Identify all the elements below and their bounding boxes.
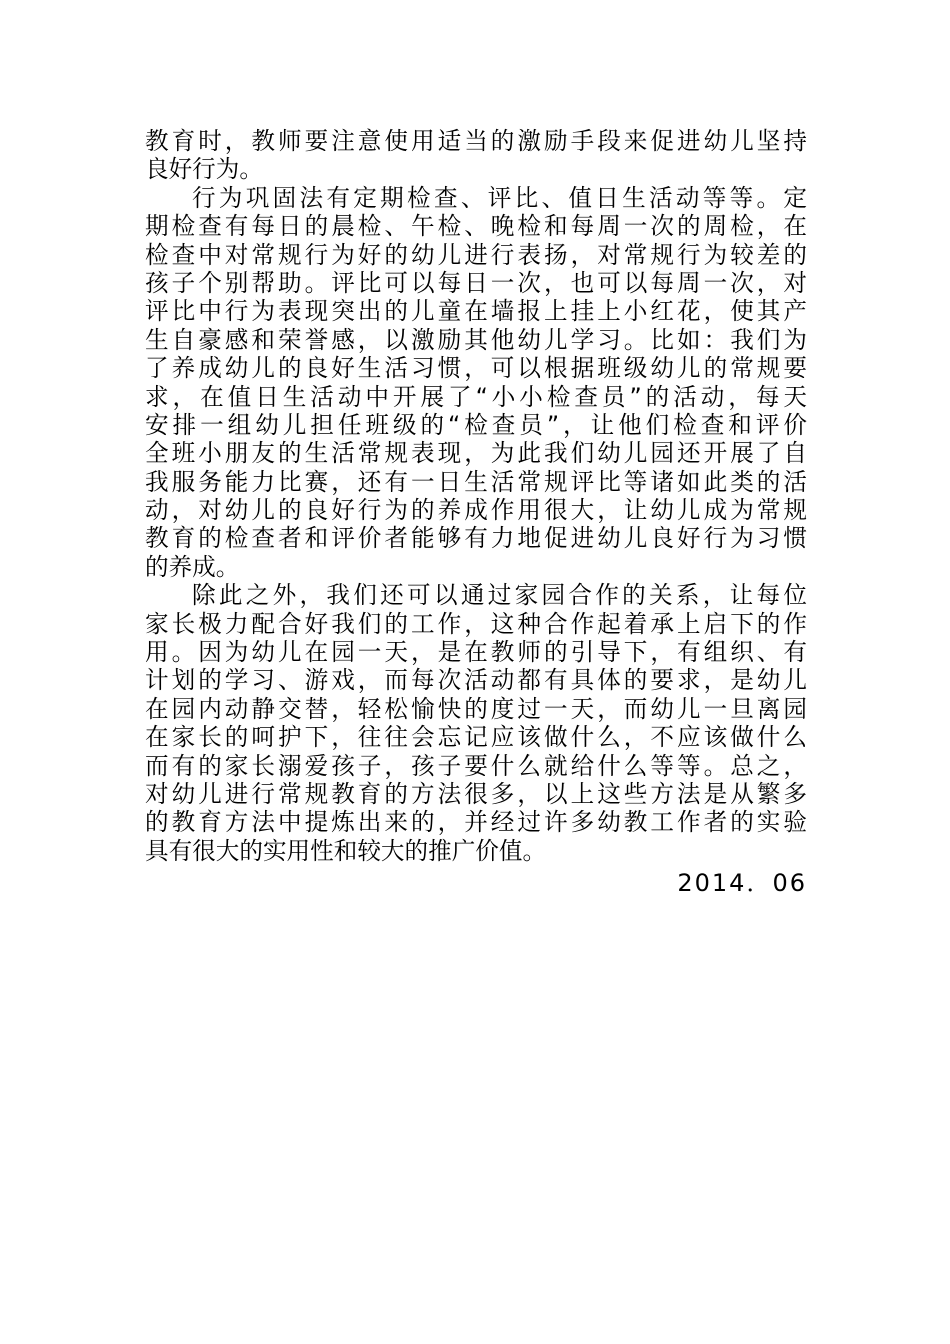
paragraph-line: 求，在值日生活动中开展了“小小检查员”的活动，每天 [145,382,807,411]
paragraph-line: 评比中行为表现突出的儿童在墙报上挂上小红花，使其产 [145,297,807,326]
paragraph-line: 行为巩固法有定期检查、评比、值日生活动等等。定 [192,183,807,212]
paragraph-line: 的养成。 [145,552,240,581]
paragraph-line: 生自豪感和荣誉感，以激励其他幼儿学习。比如：我们为 [145,325,807,354]
document-body [145,127,807,899]
paragraph-line: 良好行为。 [145,155,263,184]
paragraph-line: 对幼儿进行常规教育的方法很多，以上这些方法是从繁多 [145,779,807,808]
paragraph-line: 教育的检查者和评价者能够有力地促进幼儿良好行为习惯 [145,524,807,553]
paragraph-3 [145,581,807,865]
paragraph-line: 教育时，教师要注意使用适当的激励手段来促进幼儿坚持 [145,127,807,155]
paragraph-line: 家长极力配合好我们的工作，这种合作起着承上启下的作 [145,609,807,638]
paragraph-line: 了养成幼儿的良好生活习惯，可以根据班级幼儿的常规要 [145,354,807,383]
paragraph-line: 除此之外，我们还可以通过家园合作的关系，让每位 [192,581,807,610]
paragraph-line: 检查中对常规行为好的幼儿进行表扬，对常规行为较差的 [145,240,807,269]
paragraph-line: 我服务能力比赛，还有一日生活常规评比等诸如此类的活 [145,467,807,496]
paragraph-line: 孩子个别帮助。评比可以每日一次，也可以每周一次，对 [145,268,807,297]
paragraph-line: 用。因为幼儿在园一天，是在教师的引导下，有组织、有 [145,638,807,667]
document-date: 2014．06 [677,869,807,898]
paragraph-line: 的教育方法中提炼出来的，并经过许多幼教工作者的实验 [145,808,807,837]
paragraph-line: 动，对幼儿的良好行为的养成作用很大，让幼儿成为常规 [145,496,807,525]
paragraph-line: 期检查有每日的晨检、午检、晚检和每周一次的周检，在 [145,212,807,241]
paragraph-line: 全班小朋友的生活常规表现，为此我们幼儿园还开展了自 [145,439,807,468]
paragraph-line: 而有的家长溺爱孩子，孩子要什么就给什么等等。总之， [145,751,807,780]
paragraph-1 [145,127,807,184]
paragraph-line: 具有很大的实用性和较大的推广价值。 [145,836,547,865]
paragraph-2 [145,184,807,581]
paragraph-line: 在家长的呵护下，往往会忘记应该做什么，不应该做什么 [145,723,807,752]
paragraph-line: 安排一组幼儿担任班级的“检查员”，让他们检查和评价 [145,410,807,439]
paragraph-line: 在园内动静交替，轻松愉快的度过一天，而幼儿一旦离园 [145,694,807,723]
paragraph-line: 计划的学习、游戏，而每次活动都有具体的要求，是幼儿 [145,666,807,695]
